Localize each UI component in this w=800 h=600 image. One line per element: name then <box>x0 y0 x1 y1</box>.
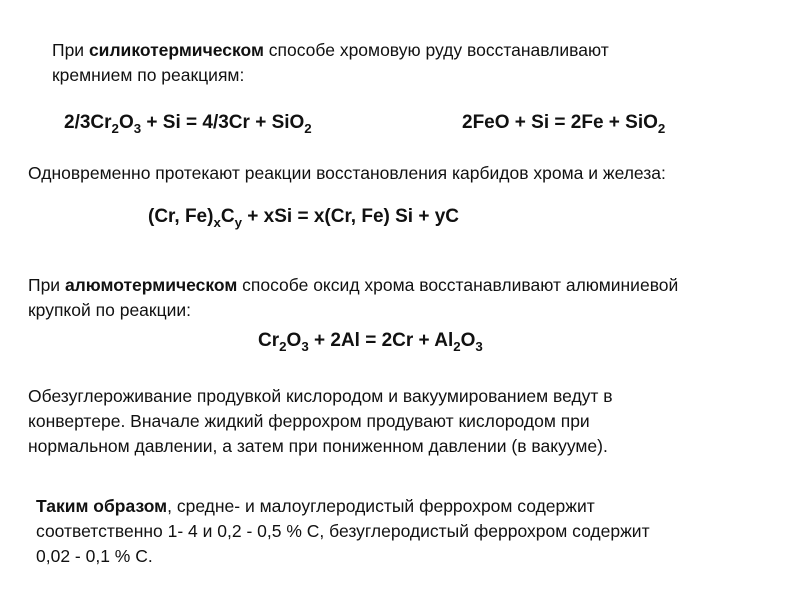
equation-cr2o3-si: $2/3Cr_2O_3 + Si = 4/3Cr + SiO_2$ <box>64 112 312 136</box>
equation-feo-si: 2FeO + Si = 2Fe + SiO$_2$ <box>462 112 666 136</box>
silicothermic-intro-line2: кремнием по реакциям: <box>52 65 245 85</box>
aluminothermic-intro-line2: крупкой по реакции: <box>28 300 192 320</box>
aluminothermic-term: алюмотермическом <box>64 275 238 295</box>
carbide-reduction-text: Одновременно протекают реакции восстановления карбидов хрома и железа: <box>28 163 666 183</box>
equation-cr2o3-al: $Cr_2O_3 + 2Al = 2Cr + Al_2O_3$ <box>258 330 483 354</box>
conclusion-line1: Таким образом, средне- и малоуглеродистый феррохром содержит <box>36 496 595 516</box>
equation-carbide-si: (Cr, $Fe)_xC_y$ + xSi = x(Cr, Fe) Si + yC <box>148 206 460 230</box>
conclusion-term: Таким образом <box>36 496 168 516</box>
aluminothermic-intro <box>28 273 678 323</box>
conclusion-text: Таким образом, средне- и малоуглеродистый феррохром содержит соответственно 1- 4 и 0,2 - 0,5 % С, безуглеродистый феррохром содержит 0,02 - 0,1 % С. <box>36 496 650 566</box>
silicothermic-term: силикотермическом <box>88 40 264 60</box>
silicothermic-intro-line1: При силикотермическом способе хромовую руду восстанавливают <box>52 40 609 60</box>
decarburization-text: Обезуглероживание продувкой кислородом и вакуумированием ведут в конвертере. Вначале жидкий феррохром продувают кислородом при нормальном давлении, а затем при пониженном давлении (в вакууме). <box>28 386 613 456</box>
aluminothermic-intro-line1: При алюмотермическом способе оксид хрома восстанавливают алюминиевой <box>28 275 679 295</box>
silicothermic-intro <box>52 38 609 88</box>
